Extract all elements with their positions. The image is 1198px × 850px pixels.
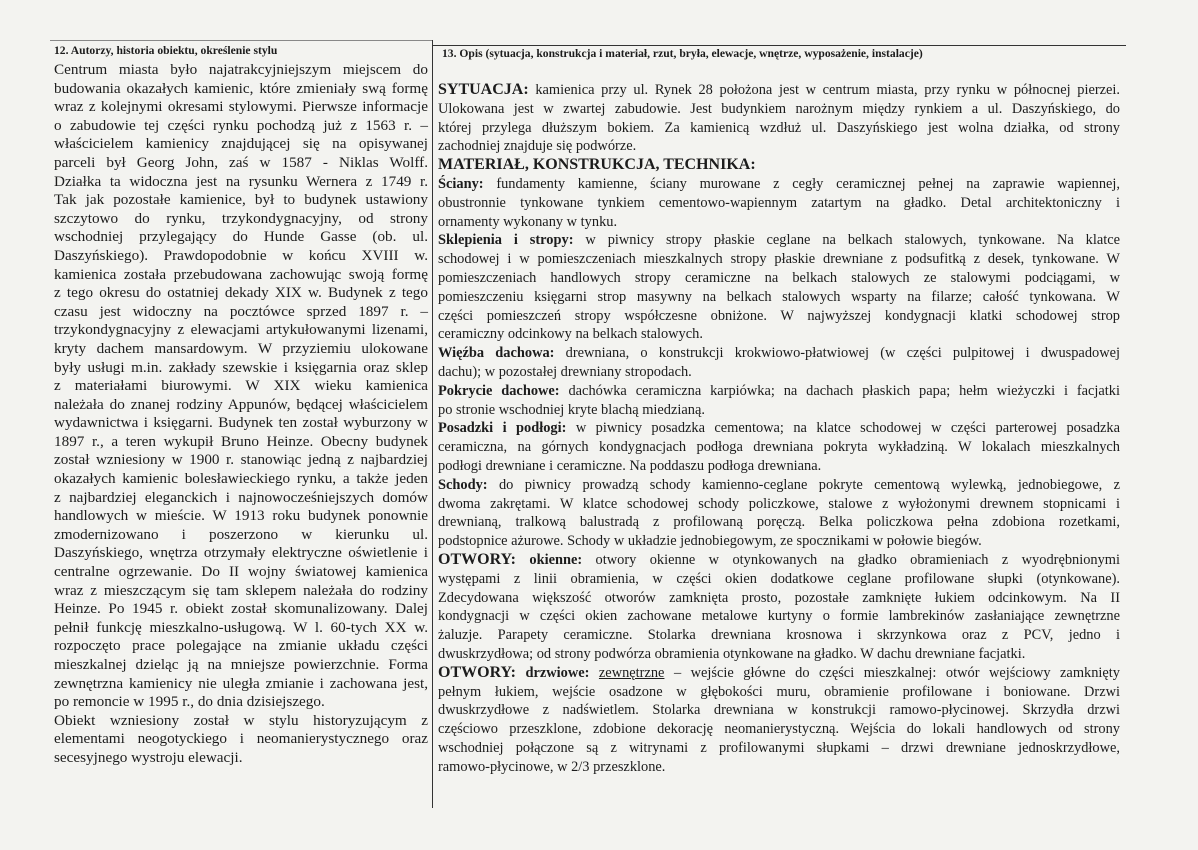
text-line xyxy=(438,438,1120,457)
text-run: w piwnicy stropy płaskie ceglane na belkach stalowych, tynkowane. Na klatce xyxy=(573,232,1120,249)
text-line xyxy=(54,489,428,508)
text-line xyxy=(54,433,428,452)
text-run: obustronnie tynkowane tynkiem cementowo-wapiennym zatartym na gładko. Detal architektoniczny i xyxy=(438,194,1120,211)
text-line xyxy=(438,551,1120,570)
right-top-rule xyxy=(432,45,1126,46)
text-line xyxy=(54,675,428,694)
text-run: o zabudowie tej części rynku pochodzą już z 1563 r. – xyxy=(54,116,428,134)
text-line xyxy=(438,476,1120,495)
text-line xyxy=(438,419,1120,438)
text-run: Zdecydowana większość otworów zamknięta prosto, pozostałe zamknięte łukiem odcinkowym. Na II xyxy=(438,589,1120,606)
text-line xyxy=(438,495,1120,514)
text-line xyxy=(54,117,428,136)
text-run: dwuskrzydłowe z nadświetlem. Stolarka drewniana w konstrukcji ramowo-płycinowej. Skrzydła drzwi xyxy=(438,702,1120,719)
text-run: podłogi drewniane i ceramiczne. Na poddaszu podłoga drewniana. xyxy=(438,457,822,474)
text-line xyxy=(438,401,1120,420)
text-run: drewnianą, tralkową balustradą z profilowaną poręczą. Belka policzkowa pełna zdobiona rozetkami, xyxy=(438,514,1120,531)
bold-label: Sklepienia i stropy: xyxy=(438,232,574,249)
text-run: części pomieszczeń stropy współczesne obniżone. W najwyższej kondygnacji klatki schodowej strop xyxy=(438,307,1120,324)
text-run: pomieszczeniach handlowych stropy ceramiczne na belkach stalowych ze stalowymi podciągami, w xyxy=(438,269,1120,286)
text-run: do piwnicy prowadzą schody kamienno-ceglane pokryte cementową wylewką, jednobiegowe, z xyxy=(487,476,1120,493)
text-run: z materiałami biurowymi. W XIX wieku kamienica xyxy=(54,377,428,395)
text-line xyxy=(438,589,1120,608)
text-run: centralne ogrzewanie. Do II wojny światowej kamienica xyxy=(54,563,428,581)
text-line xyxy=(54,340,428,359)
text-run: Tak jak pozostałe kamienice, był to budynek ustawiony xyxy=(54,191,428,209)
text-run: dachówka ceramiczna karpiówka; na dachach płaskich papa; hełm wieżyczki i facjatki xyxy=(559,382,1120,399)
text-line xyxy=(438,325,1120,344)
text-line xyxy=(438,81,1120,100)
text-run xyxy=(589,665,599,681)
text-line xyxy=(54,61,428,80)
text-run: handlowych w mieście. W 1913 roku budynek ponownie xyxy=(54,507,428,525)
text-line xyxy=(54,451,428,470)
paragraph xyxy=(438,156,1120,175)
text-run: dachu); w pozostałej drewniany stropodach. xyxy=(438,363,692,380)
text-run: fundamenty kamienne, ściany murowane z cegły ceramicznej pełnej na zaprawie wapiennej, xyxy=(483,175,1120,192)
text-line xyxy=(54,98,428,117)
text-run: otwory okienne w otynkowanych na gładko obramieniach z wyodrębnionymi xyxy=(582,551,1120,568)
section-12-header: 12. Autorzy, historia obiektu, określenie stylu xyxy=(54,44,278,57)
text-line xyxy=(54,656,428,675)
text-line xyxy=(54,507,428,526)
text-line xyxy=(54,414,428,433)
text-line xyxy=(54,191,428,210)
text-line xyxy=(438,307,1120,326)
text-line xyxy=(438,513,1120,532)
text-run: drewniana, o konstrukcji krokwiowo-płatwiowej (w części pulpitowej i dwuspadowej xyxy=(554,345,1120,362)
bold-label: Schody: xyxy=(438,476,488,493)
text-run: Obiekt wzniesiony został w stylu historyzującym z xyxy=(54,711,428,729)
description-text-column xyxy=(438,81,1120,776)
text-line xyxy=(54,526,428,545)
text-run: w piwnicy posadzka cementowa; na klatce schodowej w części parterowej posadzka xyxy=(566,420,1120,437)
text-run: Daszyńskiego). Prawdopodobnie w końcu XVIII w. xyxy=(54,246,428,264)
text-run: mieszkalnej dzieląc ją na mniejsze powierzchnie. Forma xyxy=(54,656,428,673)
text-run: Centrum miasta było najatrakcyjniejszym miejscem do xyxy=(54,61,428,78)
text-run: Heinze. Po 1945 r. obiekt został skomunalizowany. Dalej xyxy=(54,600,428,618)
text-line xyxy=(438,607,1120,626)
bold-label: Posadzki i podłogi: xyxy=(438,420,567,437)
text-run: zewnętrzna kamienicy nie uległa zmianie i zachowana jest, xyxy=(54,674,428,692)
paragraph xyxy=(438,419,1120,475)
text-run: kamienica została przebudowana zachowując swoją formę xyxy=(54,265,428,283)
text-run: ornamenty wykonany w tynku. xyxy=(438,213,618,230)
text-line xyxy=(438,701,1120,720)
text-line xyxy=(54,247,428,266)
text-run: elementami neogotyckiego i neomanierystycznego oraz xyxy=(54,730,428,748)
text-line xyxy=(438,382,1120,401)
text-run: trzykondygnacyjny z elewacjami artykułowanymi lizenami, xyxy=(54,321,428,339)
bold-label: MATERIAŁ, KONSTRUKCJA, TECHNIKA: xyxy=(438,156,756,174)
text-run: 1897 r., a teren wykupił Bruno Heinze. Obecny budynek xyxy=(54,432,428,450)
text-run: czasu jest widoczny na pocztówce sprzed 1897 r. – xyxy=(54,302,428,320)
text-run: wraz z mieszczącym się tam sklepem należała do rodziny xyxy=(54,581,428,599)
column-divider xyxy=(432,40,433,808)
text-run: kamienica przy ul. Rynek 28 położona jest w centrum miasta, przy rynku w północnej pierzei. xyxy=(528,82,1120,98)
text-line xyxy=(54,563,428,582)
paragraph xyxy=(54,712,428,768)
text-run: z tego okresu do ostatniej dekady XIX w. Budynek z tego xyxy=(54,284,428,302)
text-line xyxy=(54,321,428,340)
text-line xyxy=(438,363,1120,382)
history-text-column xyxy=(54,61,428,768)
bold-label: okienne: xyxy=(515,551,583,568)
text-line xyxy=(438,137,1120,156)
bold-label: Więźba dachowa: xyxy=(438,345,555,362)
text-run: dwuskrzydłowa; od strony podwórza obramienia otynkowane na gładko. W dachu drewniane facjatki. xyxy=(438,645,1026,662)
text-line xyxy=(438,720,1120,739)
text-line xyxy=(54,600,428,619)
text-line xyxy=(438,532,1120,551)
text-line xyxy=(438,175,1120,194)
text-line xyxy=(54,303,428,322)
text-line xyxy=(54,749,428,768)
text-run: szczytowo do rynku, trzykondygnacyjny, od strony xyxy=(54,209,428,227)
text-line xyxy=(438,100,1120,119)
text-run: właścicielem kamienicy znajdującej się na opisywanej xyxy=(54,135,428,153)
bold-label: OTWORY: xyxy=(438,550,516,568)
text-line xyxy=(438,194,1120,213)
text-line xyxy=(54,228,428,247)
text-line xyxy=(54,637,428,656)
bold-label: Ściany: xyxy=(438,175,484,192)
text-run: budowania okazałych kamienic, które zmieniały swą formę xyxy=(54,79,428,97)
text-run: z najbardziej eleganckich i najnowocześniejszych domów xyxy=(54,488,428,506)
text-line xyxy=(438,570,1120,589)
bold-label: drzwiowe: xyxy=(515,664,590,681)
text-line xyxy=(54,154,428,173)
text-line xyxy=(54,359,428,378)
text-run: zachodniej znajduje się podwórze. xyxy=(438,138,637,155)
bold-label: SYTUACJA: xyxy=(438,81,529,98)
paragraph xyxy=(438,81,1120,156)
text-run: należała do znanej rodziny Appunów, będącej właścicielem xyxy=(54,395,428,413)
text-line xyxy=(438,626,1120,645)
text-line xyxy=(54,470,428,489)
text-line xyxy=(54,173,428,192)
text-run: został wzniesiony w 1900 r. stanowiąc jedną z najbardziej xyxy=(54,451,428,469)
text-line xyxy=(438,758,1120,777)
text-run: rozpoczęto prace polegające na zmianie układu części xyxy=(54,637,428,655)
text-line xyxy=(438,664,1120,683)
text-line xyxy=(438,344,1120,363)
text-run: kryty dachem mansardowym. W przyziemiu ulokowane xyxy=(54,339,428,357)
paragraph xyxy=(438,476,1120,551)
text-line xyxy=(54,693,428,712)
text-run: schodowej i w pomieszczeniach mieszkalnych stropy płaskie drewniane z podsufitką z desek, tynkowane. W xyxy=(438,251,1120,268)
text-line xyxy=(54,135,428,154)
text-run: ceramiczna, na górnych kondygnacjach podłoga drewniana pokryta wykładziną. W lokalach mieszkalnych xyxy=(438,439,1120,456)
text-line xyxy=(438,457,1120,476)
bold-label: OTWORY: xyxy=(438,663,516,681)
text-run: secesyjnego wystroju elewacji. xyxy=(54,748,243,766)
text-run: po remoncie w 1995 r., do dnia dzisiejszego. xyxy=(54,693,325,711)
text-run: wschodniej przylegający do Hunde Gasse (ob. ul. xyxy=(54,228,428,246)
text-run: wraz z kolejnymi okresami stylowymi. Pierwsze informacje xyxy=(54,98,428,116)
text-line xyxy=(438,739,1120,758)
paragraph xyxy=(54,61,428,712)
paragraph xyxy=(438,175,1120,231)
paragraph xyxy=(438,231,1120,344)
text-run: – wejście główne do części mieszkalnej: otwór wejściowy zamknięty xyxy=(664,664,1120,681)
text-run: żaluzje. Parapety ceramiczne. Stolarka drewniana krosnowa i skrzynkowa oraz z PCV, jedno i xyxy=(438,627,1120,644)
text-line xyxy=(54,377,428,396)
text-run: ramowo-płycinowe, w 2/3 przeszklone. xyxy=(438,758,666,775)
text-run: pełnił funkcję mieszkalno-usługową. W l. 60-tych XX w. xyxy=(54,618,428,636)
text-run: pomieszczeniu księgarni strop masywny na belkach stalowych wsparty na filarze; całość tynkowana. W xyxy=(438,288,1120,305)
section-13-header: 13. Opis (sytuacja, konstrukcja i materiał, rzut, bryła, elewacje, wnętrze, wyposażenie, instalacje) xyxy=(442,47,923,60)
text-run: pełnym łukiem, wejście osadzone w głębokości muru, obramienie profilowane i boniowane. Drzwi xyxy=(438,683,1120,700)
left-top-rule xyxy=(50,40,432,41)
text-line xyxy=(438,269,1120,288)
paragraph xyxy=(438,664,1120,777)
text-run: wydawnictwa i księgarni. Budynek ten został wyburzony w xyxy=(54,414,428,432)
text-run: okazałych kamienic bolesławieckiego rynku, a także jeden xyxy=(54,470,428,488)
text-line xyxy=(54,730,428,749)
text-run: ceramiczny odcinkowy na belkach stalowych. xyxy=(438,326,703,343)
text-run: Daszyńskiego, wnętrza otrzymały elektryczne oświetlenie i xyxy=(54,544,428,562)
paragraph xyxy=(438,551,1120,664)
text-run: były usługi m.in. zakłady szewskie i księgarnia oraz sklep xyxy=(54,358,428,376)
text-run: częściowo przeszklone, zdobione dekorację neomanierystyczną. Wejścia do lokali handlowych od strony xyxy=(438,721,1120,738)
text-run: kondygnacji w części okien zachowane metalowe kurtyny o formie lambrekinów zasłaniające zewnętrzne xyxy=(438,608,1120,625)
text-line xyxy=(54,266,428,285)
text-line xyxy=(54,80,428,99)
text-run: Działka ta widoczna jest na rysunku Wernera z 1749 r. xyxy=(54,172,428,190)
paragraph xyxy=(438,344,1120,382)
text-run: występami z linii obramienia, w części okien dodatkowe ceglane profilowane słupki (otynkowane). xyxy=(438,570,1120,587)
text-line xyxy=(438,250,1120,269)
text-line xyxy=(54,210,428,229)
text-line xyxy=(438,683,1120,702)
text-line xyxy=(54,582,428,601)
text-run: której przylega dłuższym bokiem. Za kamienicą wzdłuż ul. Daszyńskiego jest wolna działka, od strony xyxy=(438,119,1120,136)
text-line xyxy=(438,288,1120,307)
text-line xyxy=(438,119,1120,138)
text-line xyxy=(438,213,1120,232)
text-run: dwoma zakrętami. W klatce schodowej schody policzkowe, stalowe z wyłożonymi drewnem stopnicami i xyxy=(438,495,1120,512)
text-line xyxy=(438,156,1120,175)
paragraph xyxy=(438,382,1120,420)
text-run: podstopnice ażurowe. Schody w układzie jednobiegowym, ze spocznikami w połowie biegów. xyxy=(438,533,982,550)
bold-label: Pokrycie dachowe: xyxy=(438,382,560,399)
text-line xyxy=(438,231,1120,250)
text-line xyxy=(54,284,428,303)
text-line xyxy=(54,619,428,638)
text-run: zmodernizowano i poszerzono w kierunku ul. xyxy=(54,525,428,543)
text-line xyxy=(54,712,428,731)
text-line xyxy=(54,544,428,563)
text-run: Ulokowana jest w zwartej zabudowie. Jest budynkiem narożnym między rynkiem a ul. Daszyńskiego, do xyxy=(438,100,1120,117)
text-run: wschodniej połączone są z witrynami z profilowanymi słupkami – drzwi drewniane jednoskrzydłowe, xyxy=(438,739,1120,756)
text-line xyxy=(438,645,1120,664)
underlined-text: zewnętrzne xyxy=(598,664,665,681)
text-line xyxy=(54,396,428,415)
text-run: parceli był Georg John, zaś w 1587 - Niklas Wolff. xyxy=(54,153,428,171)
text-run: po stronie wschodniej kryte blachą miedzianą. xyxy=(438,401,705,418)
